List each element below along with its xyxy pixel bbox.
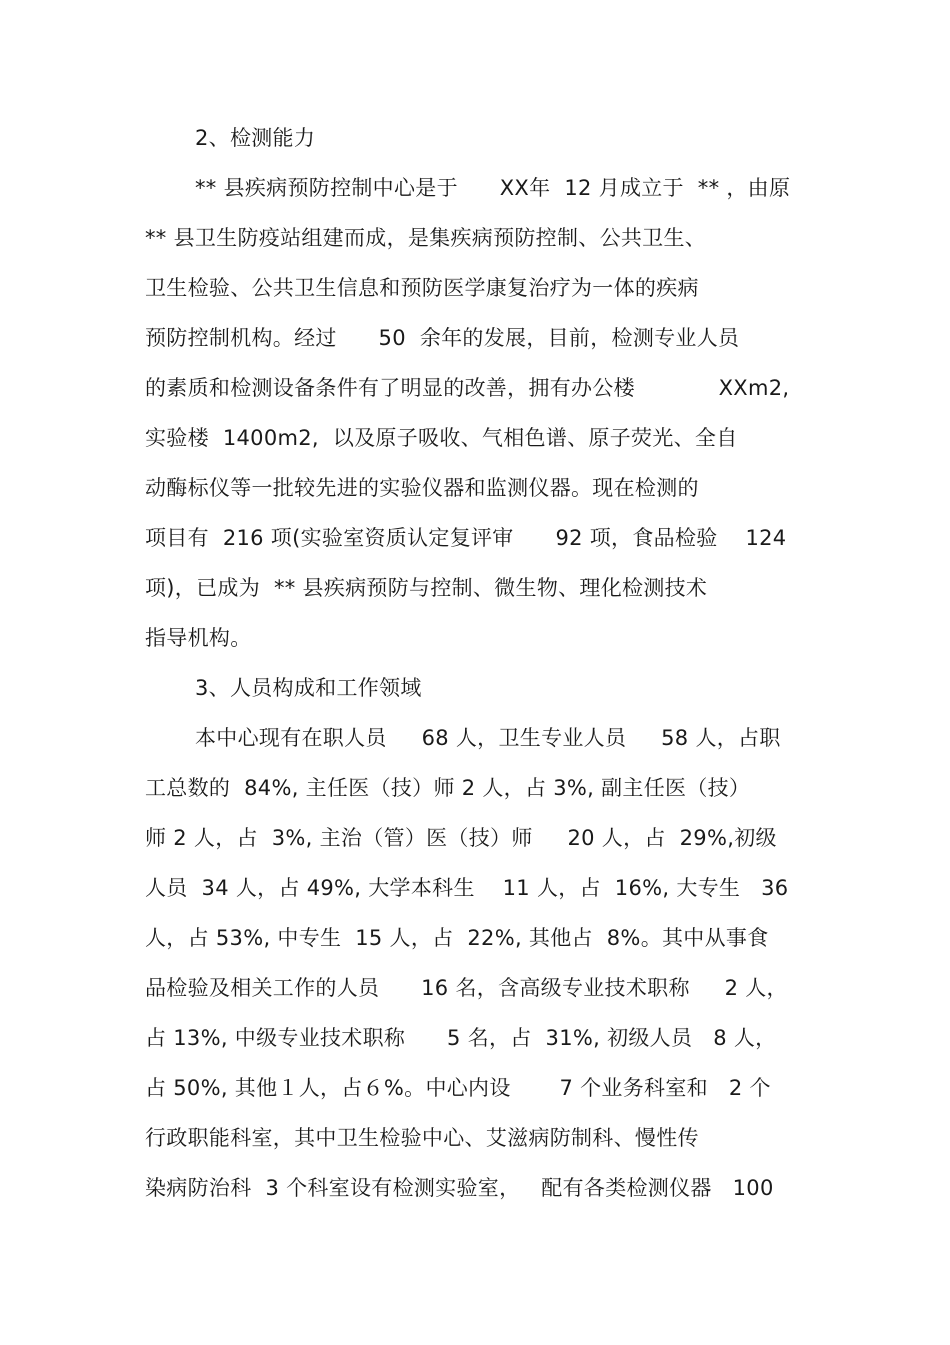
paragraph-line: 人员 34 人，占 49%, 大学本科生 11 人，占 16%, 大专生 36: [145, 876, 789, 900]
paragraph-line: 师 2 人，占 3%, 主治（管）医（技）师 20 人，占 29%,初级: [145, 826, 777, 850]
paragraph-line: 指导机构。: [145, 626, 252, 650]
paragraph-line: 本中心现有在职人员 68 人，卫生专业人员 58 人，占职: [195, 726, 781, 750]
paragraph-line: 预防控制机构。经过 50 余年的发展，目前，检测专业人员: [145, 326, 740, 350]
section-heading-testing-capability: 2、检测能力: [195, 126, 316, 150]
section-heading-staff-composition: 3、人员构成和工作领域: [195, 676, 422, 700]
paragraph-line: ** 县卫生防疫站组建而成，是集疾病预防控制、公共卫生、: [145, 226, 707, 250]
paragraph-line: 染病防治科 3 个科室设有检测实验室， 配有各类检测仪器 100: [145, 1176, 774, 1200]
paragraph-line: 项)，已成为 ** 县疾病预防与控制、微生物、理化检测技术: [145, 576, 708, 600]
paragraph-line: 占 13%, 中级专业技术职称 5 名，占 31%, 初级人员 8 人，: [145, 1026, 777, 1050]
paragraph-line: 行政职能科室，其中卫生检验中心、艾滋病防制科、慢性传: [145, 1126, 699, 1150]
paragraph-line: 动酶标仪等一批较先进的实验仪器和监测仪器。现在检测的: [145, 476, 699, 500]
paragraph-line: 实验楼 1400m2, 以及原子吸收、气相色谱、原子荧光、全自: [145, 426, 738, 450]
paragraph-line: 卫生检验、公共卫生信息和预防医学康复治疗为一体的疾病: [145, 276, 699, 300]
paragraph-line: 工总数的 84%, 主任医（技）师 2 人，占 3%, 副主任医（技）: [145, 776, 751, 800]
paragraph-line: 品检验及相关工作的人员 16 名，含高级专业技术职称 2 人，: [145, 976, 788, 1000]
paragraph-line: 人，占 53%, 中专生 15 人，占 22%, 其他占 8%。其中从事食: [145, 926, 769, 950]
paragraph-line: 项目有 216 项(实验室资质认定复评审 92 项，食品检验 124: [145, 526, 787, 550]
paragraph-line: 的素质和检测设备条件有了明显的改善，拥有办公楼 XXm2,: [145, 376, 790, 400]
paragraph-line: 占 50%, 其他１人，占６%。中心内设 7 个业务科室和 2 个: [145, 1076, 771, 1100]
paragraph-line: ** 县疾病预防控制中心是于 XX年 12 月成立于 ** ，由原: [195, 176, 791, 200]
